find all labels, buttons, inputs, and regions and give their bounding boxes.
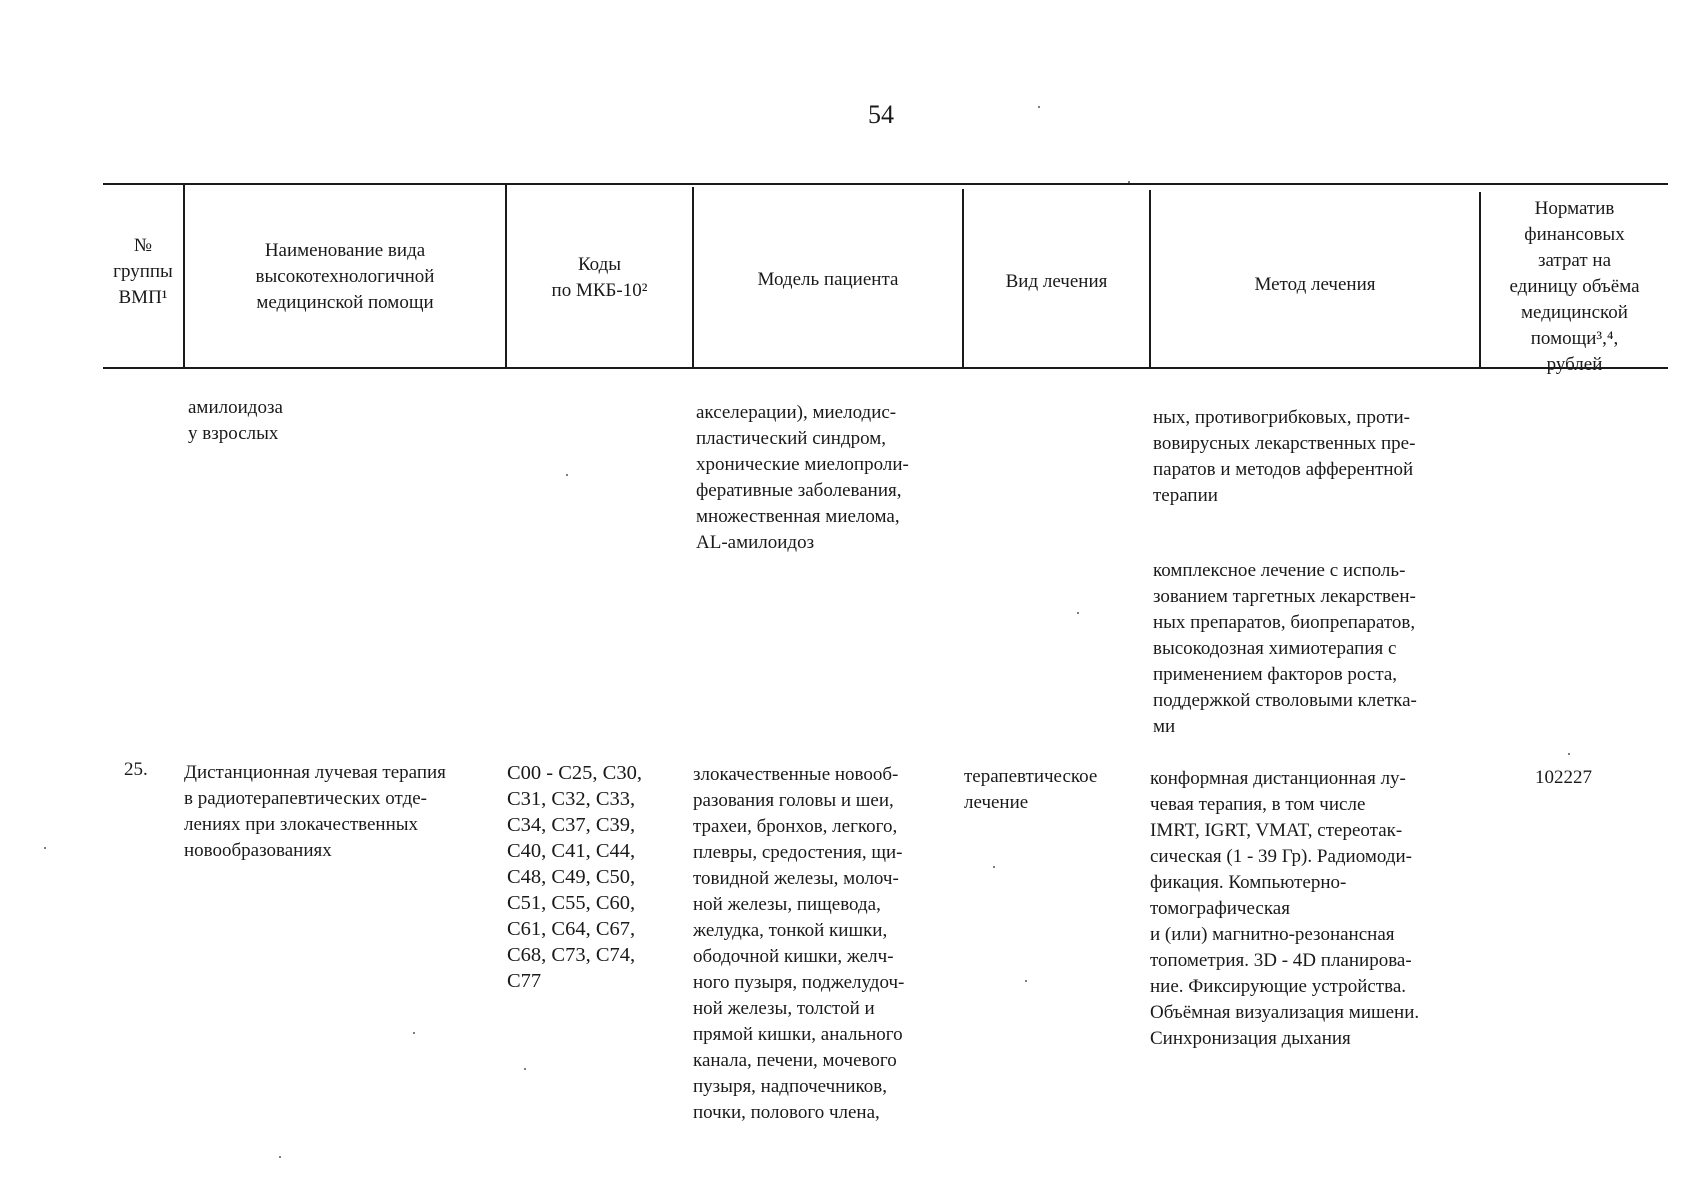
scan-speck [1077, 612, 1079, 614]
header-bottom-rule [103, 367, 1668, 369]
continuation-method-2: комплексное лечение с исполь- зованием таргетных лекарствен- ных препаратов, биопрепаратов, высокодозная химиотерапия с применением факторов роста, поддержкой стволовыми клетка- ми [1153, 560, 1417, 737]
page-number: 54 [868, 100, 894, 129]
row-25-codes: С00 - С25, С30, С31, С32, С33, С34, С37, С39, С40, С41, С44, С48, С49, С50, С51, С55, С60, С61, С64, С67, С68, С73, С74, С77 [507, 762, 642, 992]
continuation-patient-model: акселерации), миелодис- пластический синдром, хронические миелопроли- феративные заболевания, множественная миелома, AL-амилоидоз [696, 402, 909, 553]
header-name: Наименование вида высокотехнологичной медицинской помощи [255, 240, 435, 313]
row-25-group-no: 25. [124, 759, 148, 780]
header-cost-norm: Норматив финансовых затрат на единицу объёма медицинской помощи³,⁴, рублей [1509, 198, 1640, 375]
scan-speck [279, 1156, 281, 1158]
row-25-patient-model: злокачественные новооб- разования головы и шеи, трахеи, бронхов, легкого, плевры, средостения, щи- товидной железы, молоч- ной железы, пищевода, желудка, тонкой кишки, ободочной кишки, желч- ного пузыря, поджелудоч- ной железы, толстой и прямой кишки, анального канала, печени, мочевого пузыря, надпочечников, почки, полового члена, [693, 764, 905, 1123]
header-treatment-type: Вид лечения [1005, 271, 1108, 292]
row-25-treatment-type: терапевтическое лечение [964, 766, 1098, 813]
scan-speck [1568, 753, 1570, 755]
scan-speck [1038, 106, 1040, 108]
continuation-method-1: ных, противогрибковых, проти- вовирусных лекарственных пре- паратов и методов афферентной терапии [1153, 407, 1416, 506]
header-patient-model: Модель пациента [757, 269, 899, 290]
header-top-rule [103, 183, 1668, 185]
scan-speck [44, 847, 46, 849]
row-25-treatment-method: конформная дистанционная лу- чевая терапия, в том числе IMRT, IGRT, VMAT, стереотак- сическая (1 - 39 Гр). Радиомоди- фикация. Компьютерно- томографическая и (или) магнитно-резонансная топометрия. 3D - 4D планирова- ние. Фиксирующие устройства. Объёмная визуализация мишени. Синхронизация дыхания [1150, 768, 1420, 1049]
scan-speck [1128, 181, 1130, 183]
scan-speck [413, 1032, 415, 1034]
scan-speck [566, 474, 568, 476]
header-codes: Коды по МКБ-10² [551, 254, 648, 301]
continuation-name: амилоидоза у взрослых [188, 397, 283, 444]
scan-speck [524, 1068, 526, 1070]
scan-speck [1025, 980, 1027, 982]
scan-speck [993, 866, 995, 868]
row-25-cost-norm: 102227 [1535, 767, 1592, 788]
header-group-no: № группы ВМП¹ [113, 235, 173, 308]
row-25-name: Дистанционная лучевая терапия в радиотерапевтических отде- лениях при злокачественных новообразованиях [184, 762, 446, 861]
header-treatment-method: Метод лечения [1254, 274, 1376, 295]
